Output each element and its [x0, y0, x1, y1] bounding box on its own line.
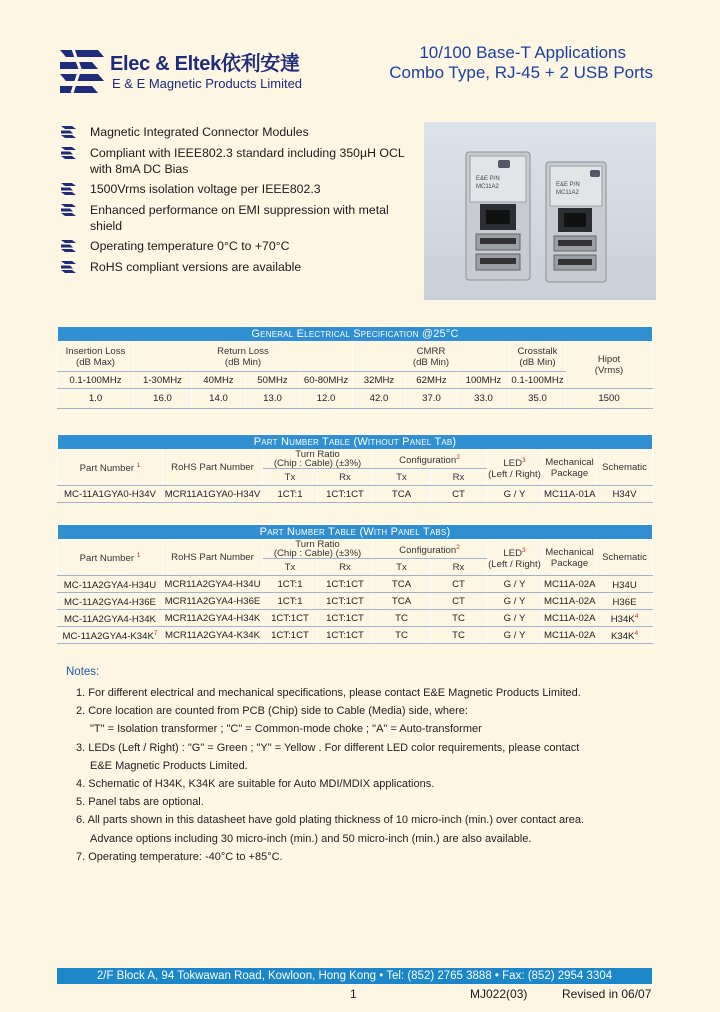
cell-rx: 1CT:1CT: [318, 593, 373, 610]
cell-schem: $H34K^4$: [597, 610, 653, 627]
h-config-rx: Rx: [431, 559, 487, 576]
feature-item: [60, 124, 410, 140]
feature-list: [60, 124, 410, 279]
cell-part: $MC-11A2GYA4-K34K^7$: [58, 627, 163, 644]
note-text: 7. Operating temperature: -40°C to +85°C.: [76, 850, 283, 863]
pn-with-title: Part Number Table (With Panel Tabs): [58, 525, 653, 540]
part-number-table-with-tabs: [57, 524, 653, 644]
h-turn-rx: Rx: [318, 559, 373, 576]
feature-item: [60, 238, 410, 254]
electrical-spec-table: [57, 326, 653, 409]
freq-cell: 60-80MHz: [300, 372, 353, 389]
cell-tx: 1CT:1: [263, 593, 318, 610]
svg-text:MC11A2: MC11A2: [476, 184, 499, 190]
feature-text: Operating temperature 0°C to +70°C: [90, 239, 290, 253]
cell-led: G / Y: [487, 593, 543, 610]
bullet-icon: [60, 146, 78, 160]
note-text: 6. All parts shown in this datasheet have gold plating thickness of 10 micro-inch (min.) over contact area.: [76, 814, 585, 827]
doc-title-line1: 10/100 Base-T Applications: [419, 43, 626, 62]
cell-rohs: MCR11A2GYA4-H34K: [163, 610, 263, 627]
cell-rx: 1CT:1CT: [318, 627, 373, 644]
cell-part: MC-11A2GYA4-H36E: [58, 593, 163, 610]
freq-cell: 32MHz: [353, 372, 406, 389]
table-row: [58, 610, 653, 627]
feature-item: [60, 181, 410, 197]
h-return-loss: Return Loss (dB Min): [134, 342, 353, 372]
note-text: 5. Panel tabs are optional.: [76, 796, 204, 809]
h-turn-tx: Tx: [263, 469, 318, 486]
h-mechanical-package: Mechanical Package: [543, 450, 597, 486]
cell-led: G / Y: [487, 576, 543, 593]
h-part-number: Part Number $^1$: [58, 450, 163, 486]
cell-schem: $K34K^4$: [597, 627, 653, 644]
value-cell: 16.0: [134, 389, 192, 409]
h-turn-ratio: Turn Ratio (Chip : Cable) (±3%): [263, 450, 373, 469]
cell-tx: 1CT:1: [263, 576, 318, 593]
h-schematic: Schematic: [597, 540, 653, 576]
cell-tx: 1CT:1: [263, 486, 318, 503]
connector-label-left: E&E P/N: [476, 176, 500, 182]
note-item: [76, 830, 676, 848]
bullet-icon: [60, 260, 78, 274]
h-configuration: Configuration$^2$: [373, 540, 487, 559]
h-turn-tx: Tx: [263, 559, 318, 576]
h-configuration: Configuration$^2$: [373, 450, 487, 469]
ee-logo-icon: [58, 44, 106, 94]
table-row: [58, 486, 653, 503]
bullet-icon: [60, 125, 78, 139]
cell-part: MC-11A1GYA0-H34V: [58, 486, 163, 503]
h-rohs-part-number: RoHS Part Number: [163, 540, 263, 576]
cell-rx: 1CT:1CT: [318, 610, 373, 627]
freq-cell: 100MHz: [458, 372, 510, 389]
cell-tx: 1CT:1CT: [263, 627, 318, 644]
value-cell: 1.0: [58, 389, 134, 409]
h-turn-ratio: Turn Ratio (Chip : Cable) (±3%): [263, 540, 373, 559]
freq-cell: 0.1-100MHz: [58, 372, 134, 389]
revision-date: Revised in 06/07: [562, 987, 652, 1001]
h-led: LED$^3$ (Left / Right): [487, 540, 543, 576]
value-cell: 13.0: [246, 389, 300, 409]
value-cell: 14.0: [192, 389, 246, 409]
note-item: [76, 848, 676, 866]
note-text: Advance options including 30 micro-inch (min.) and 50 micro-inch (min.) are also available.: [90, 832, 532, 845]
note-item: [76, 720, 676, 738]
cell-mech: MC11A-02A: [543, 593, 597, 610]
bullet-icon: [60, 239, 78, 253]
note-item: [76, 793, 676, 811]
freq-cell: 50MHz: [246, 372, 300, 389]
h-mechanical-package: Mechanical Package: [543, 540, 597, 576]
bullet-icon: [60, 203, 78, 217]
h-insertion-loss: Insertion Loss (dB Max): [58, 342, 134, 372]
cell-mech: MC11A-02A: [543, 576, 597, 593]
table-row: [58, 576, 653, 593]
cell-mech: MC11A-02A: [543, 627, 597, 644]
feature-text: Enhanced performance on EMI suppression with metal shield: [90, 202, 389, 233]
note-item: [76, 811, 676, 829]
note-item: [76, 757, 676, 775]
cell-led: G / Y: [487, 610, 543, 627]
note-text: "T" = Isolation transformer ; "C" = Common-mode choke ; "A" = Auto-transformer: [90, 723, 482, 736]
freq-cell: 0.1-100MHz: [510, 372, 566, 389]
page-number: 1: [350, 987, 357, 1001]
note-item: [76, 702, 676, 720]
feature-text: Compliant with IEEE802.3 standard including 350µH OCL with 8mA DC Bias: [90, 145, 405, 176]
cell-rohs: MCR11A2GYA4-H36E: [163, 593, 263, 610]
part-number-table-without-tab: [57, 434, 653, 503]
note-item: [76, 775, 676, 793]
frequency-row: [58, 372, 653, 389]
footer-address: 2/F Block A, 94 Tokwawan Road, Kowloon, Hong Kong • Tel: (852) 2765 3888 • Fax: (852) 2954 3304: [57, 968, 652, 984]
note-text: E&E Magnetic Products Limited.: [90, 759, 248, 772]
cell-rx: 1CT:1CT: [318, 576, 373, 593]
h-config-tx: Tx: [373, 559, 431, 576]
notes-list: [76, 684, 676, 866]
value-cell: 37.0: [406, 389, 458, 409]
note-text: 2. Core location are counted from PCB (Chip) side to Cable (Media) side, where:: [76, 705, 468, 718]
note-item: [76, 684, 676, 702]
cell-config-rx: TC: [431, 610, 487, 627]
document-code: MJ022(03): [470, 987, 528, 1001]
notes-title: Notes:: [66, 666, 100, 678]
brand-subtitle: E & E Magnetic Products Limited: [112, 76, 303, 91]
value-cell: 33.0: [458, 389, 510, 409]
pn-without-title: Part Number Table (Without Panel Tab): [58, 435, 653, 450]
cell-config-tx: TC: [373, 627, 431, 644]
table-row: [58, 593, 653, 610]
cell-part: MC-11A2GYA4-H34U: [58, 576, 163, 593]
value-cell: 1500: [566, 389, 653, 409]
cell-led: G / Y: [487, 627, 543, 644]
value-cell: 42.0: [353, 389, 406, 409]
svg-text:MC11A2: MC11A2: [556, 190, 579, 196]
freq-cell: 40MHz: [192, 372, 246, 389]
h-part-number: Part Number $^1$: [58, 540, 163, 576]
feature-item: [60, 202, 410, 234]
cell-rx: 1CT:1CT: [318, 486, 373, 503]
feature-item: [60, 259, 410, 275]
cell-schem: H34V: [597, 486, 653, 503]
h-cmrr: CMRR (dB Min): [353, 342, 510, 372]
cell-config-tx: TCA: [373, 576, 431, 593]
h-hipot: Hipot (Vrms): [566, 342, 653, 389]
h-led: LED$^3$ (Left / Right): [487, 450, 543, 486]
h-schematic: Schematic: [597, 450, 653, 486]
freq-cell: 62MHz: [406, 372, 458, 389]
value-row: [58, 389, 653, 409]
cell-tx: 1CT:1CT: [263, 610, 318, 627]
doc-title-line2: Combo Type, RJ-45 + 2 USB Ports: [389, 63, 653, 82]
h-config-rx: Rx: [431, 469, 487, 486]
product-photo: [424, 122, 656, 300]
table-row: [58, 627, 653, 644]
note-text: 1. For different electrical and mechanical specifications, please contact E&E Magnetic Products Limited.: [76, 687, 581, 699]
feature-text: RoHS compliant versions are available: [90, 259, 302, 274]
cell-mech: MC11A-01A: [543, 486, 597, 503]
cell-config-rx: TC: [431, 627, 487, 644]
note-item: [76, 739, 676, 757]
bullet-icon: [60, 182, 78, 196]
feature-text: 1500Vrms isolation voltage per IEEE802.3: [90, 182, 321, 196]
feature-item: [60, 145, 410, 177]
cell-mech: MC11A-02A: [543, 610, 597, 627]
cell-schem: H36E: [597, 593, 653, 610]
cell-part: MC-11A2GYA4-H34K: [58, 610, 163, 627]
elec-spec-title: General Electrical Specification @25°C: [58, 327, 653, 342]
brand-name: Elec & Eltek依利安達: [110, 53, 300, 75]
cell-config-rx: CT: [431, 486, 487, 503]
value-cell: 12.0: [300, 389, 353, 409]
cell-rohs: MCR11A1GYA0-H34V: [163, 486, 263, 503]
cell-config-rx: CT: [431, 576, 487, 593]
connector-label-right: E&E P/N: [556, 182, 580, 188]
h-turn-rx: Rx: [318, 469, 373, 486]
cell-schem: H34U: [597, 576, 653, 593]
h-config-tx: Tx: [373, 469, 431, 486]
cell-config-rx: CT: [431, 593, 487, 610]
cell-config-tx: TCA: [373, 486, 431, 503]
value-cell: 35.0: [510, 389, 566, 409]
freq-cell: 1-30MHz: [134, 372, 192, 389]
connector-illustration: [424, 122, 656, 300]
note-text: 3. LEDs (Left / Right) : "G" = Green ; "Y" = Yellow . For different LED color requirements, please contact: [76, 741, 580, 754]
cell-rohs: MCR11A2GYA4-H34U: [163, 576, 263, 593]
cell-led: G / Y: [487, 486, 543, 503]
h-rohs-part-number: RoHS Part Number: [163, 450, 263, 486]
cell-config-tx: TCA: [373, 593, 431, 610]
note-text: 4. Schematic of H34K, K34K are suitable for Auto MDI/MDIX applications.: [76, 778, 435, 791]
feature-text: Magnetic Integrated Connector Modules: [90, 125, 309, 139]
h-crosstalk: Crosstalk (dB Min): [510, 342, 566, 372]
cell-config-tx: TC: [373, 610, 431, 627]
cell-rohs: MCR11A2GYA4-K34K: [163, 627, 263, 644]
